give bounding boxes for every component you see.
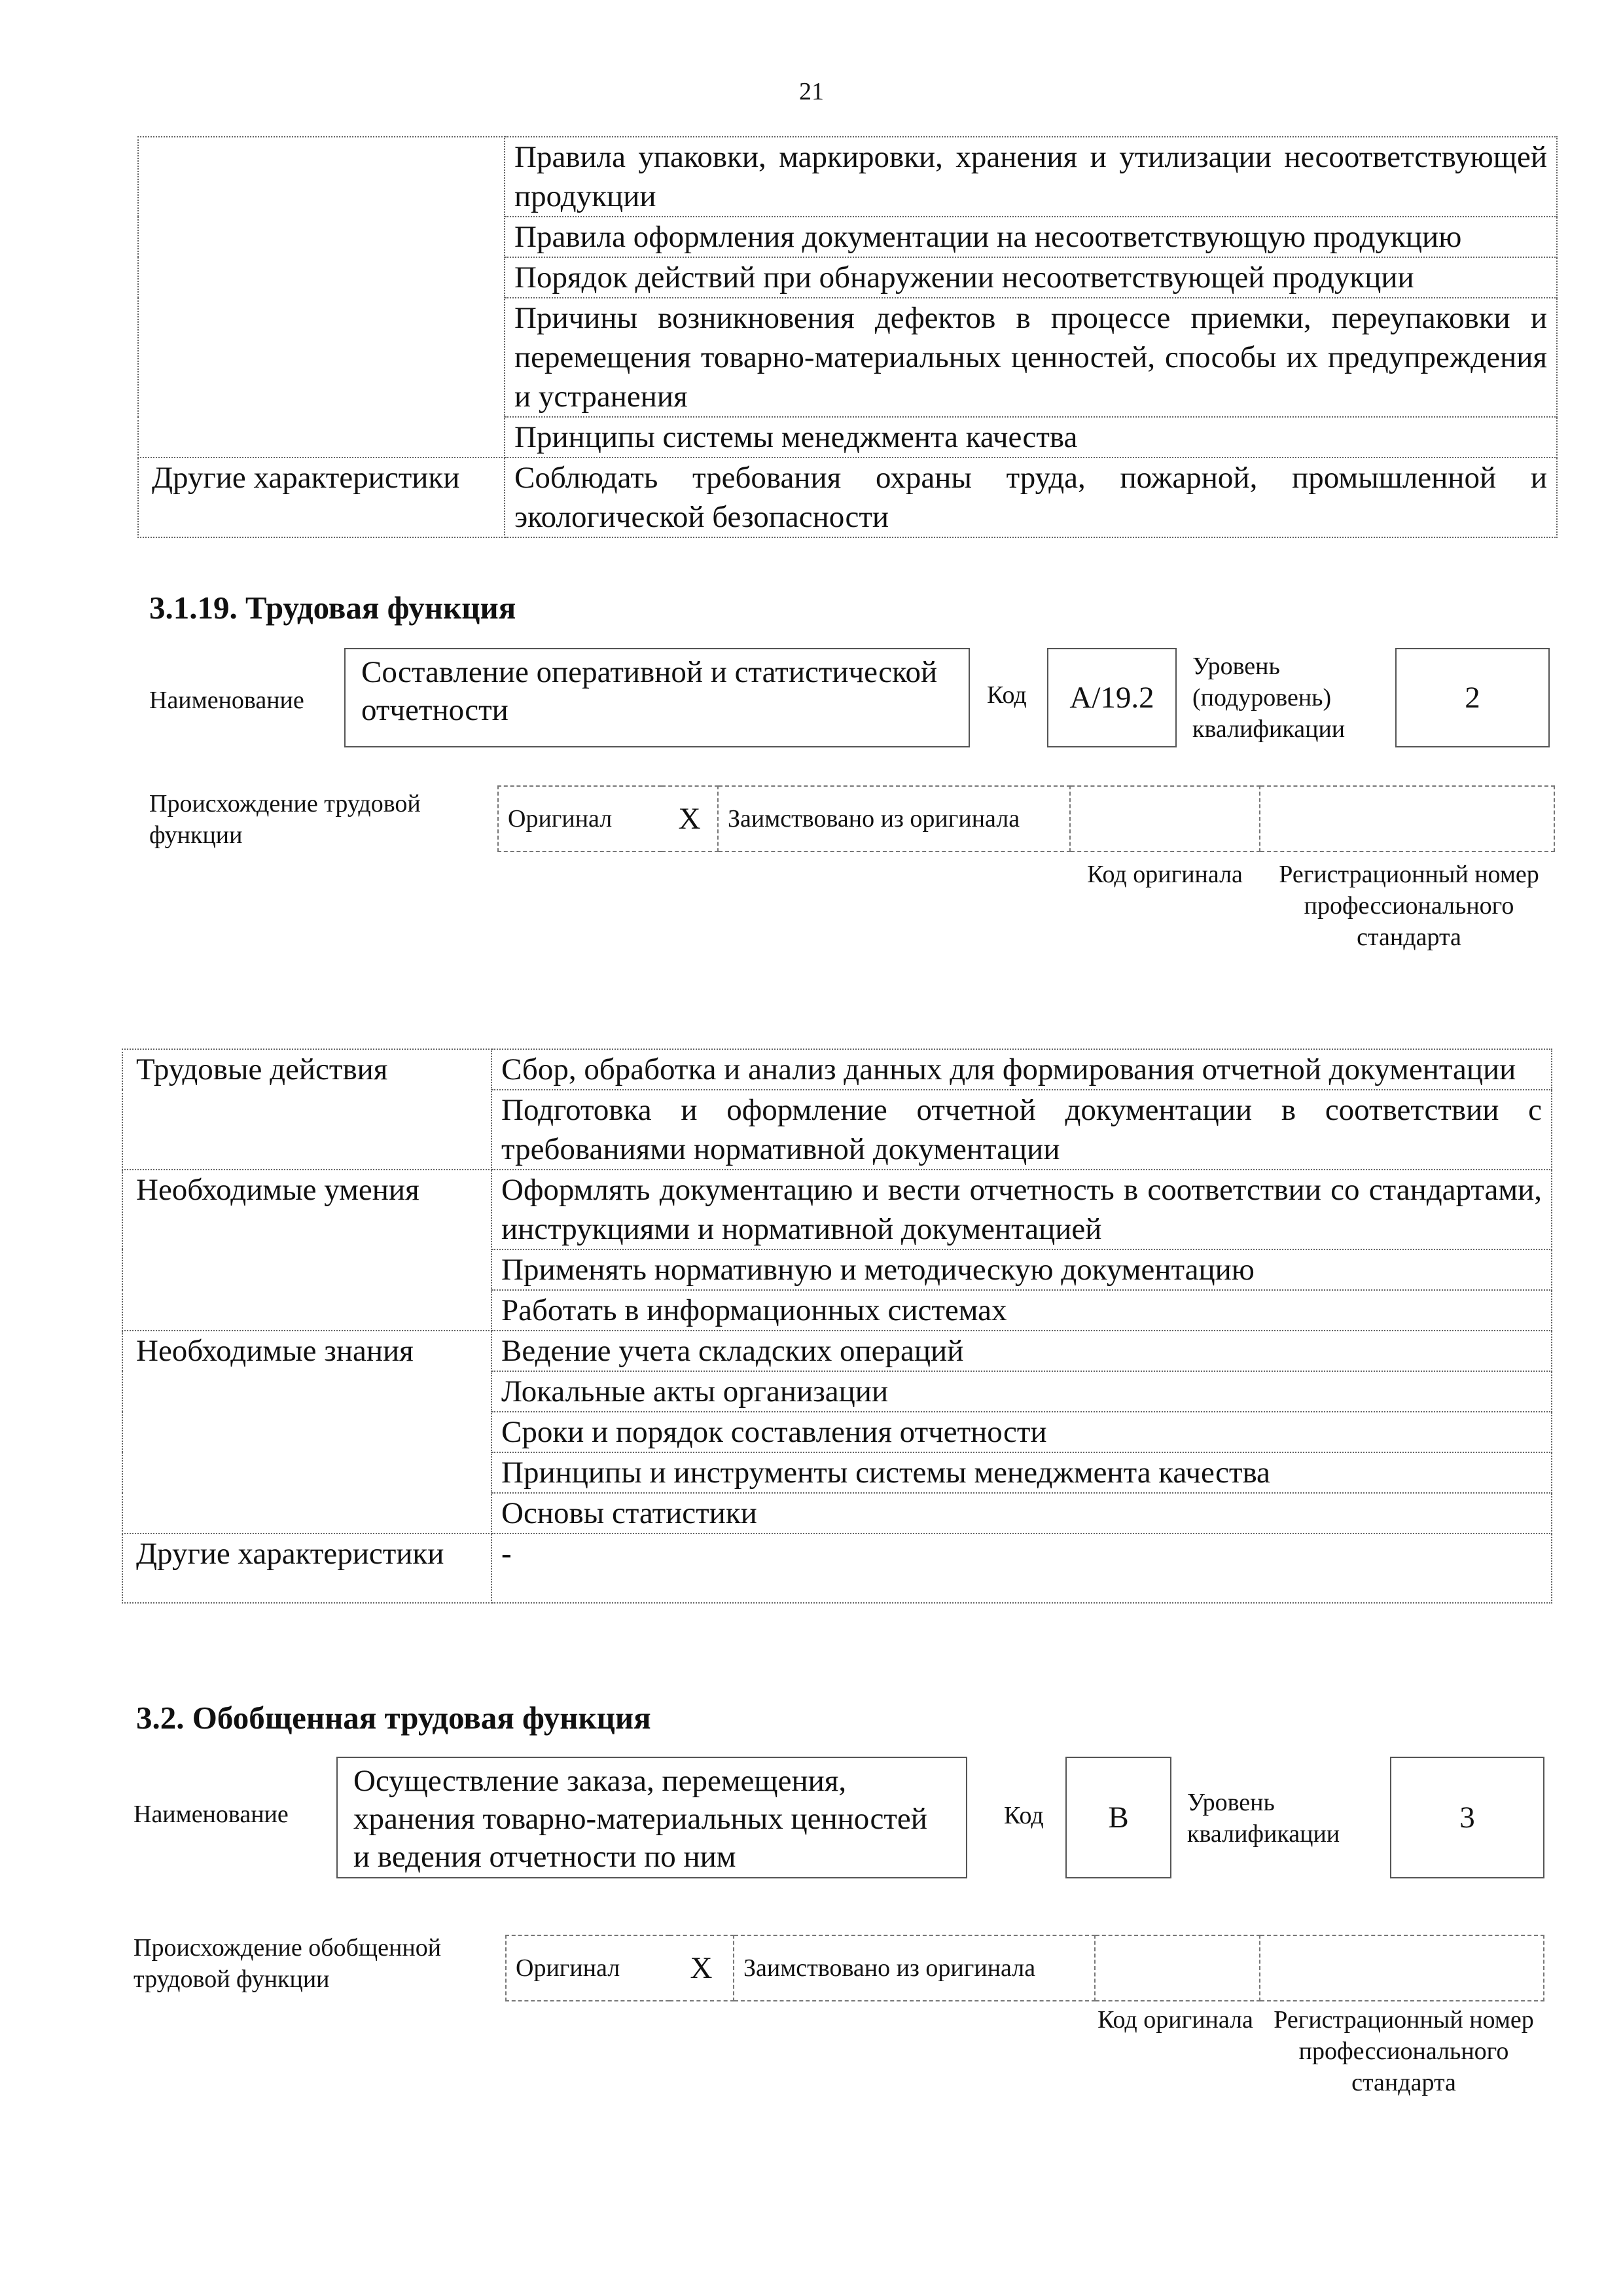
table-row-label: Другие характеристики — [138, 457, 505, 537]
caption-original-code: Код оригинала — [1087, 861, 1243, 888]
name-label: Наименование — [149, 687, 304, 714]
table-row-label: Необходимые умения — [122, 1170, 491, 1331]
level-value-box: 3 — [1390, 1757, 1544, 1878]
generalized-function-name-box: Осуществление заказа, перемещения, хранения товарно-материальных ценностей и ведения отчетности по ним — [336, 1757, 967, 1878]
name-label: Наименование — [134, 1801, 289, 1828]
section-heading-3-2: 3.2. Обобщенная трудовая функция — [136, 1700, 651, 1736]
table-cell: Порядок действий при обнаружении несоответствующей продукции — [505, 257, 1557, 298]
level-label: Уровень квалификации — [1187, 1789, 1340, 1848]
origin-mark-cell: X — [669, 1935, 734, 2001]
table-cell: Принципы и инструменты системы менеджмента качества — [491, 1452, 1552, 1493]
section-heading-3-1-19: 3.1.19. Трудовая функция — [149, 590, 516, 626]
table-cell: Подготовка и оформление отчетной документации в соответствии с требованиями нормативной документации — [491, 1090, 1552, 1170]
original-code-cell — [1070, 786, 1260, 852]
table-cell: Оформлять документацию и вести отчетность в соответствии со стандартами, инструкциями и нормативной документацией — [491, 1170, 1552, 1249]
registration-number-cell — [1260, 786, 1554, 852]
table-cell: - — [491, 1534, 1552, 1603]
table-cell: Сроки и порядок составления отчетности — [491, 1412, 1552, 1452]
origin-borrowed-cell: Заимствовано из оригинала — [718, 786, 1070, 852]
origin-mark-cell: X — [662, 786, 718, 852]
original-code-cell — [1095, 1935, 1260, 2001]
origin-table — [505, 1935, 1544, 2001]
level-label: Уровень (подуровень) квалификации — [1192, 653, 1346, 743]
labor-function-table — [122, 1049, 1552, 1604]
table-cell: Правила оформления документации на несоответствующую продукцию — [505, 217, 1557, 257]
table-row-label — [138, 137, 505, 457]
table-row-label: Другие характеристики — [122, 1534, 491, 1603]
origin-label: Происхождение трудовой функции — [149, 790, 421, 849]
caption-original-code: Код оригинала — [1097, 2006, 1253, 2034]
table-cell: Ведение учета складских операций — [491, 1331, 1552, 1371]
code-label: Код — [987, 681, 1027, 709]
table-cell: Соблюдать требования охраны труда, пожарной, промышленной и экологической безопасности — [505, 457, 1557, 537]
table-cell: Применять нормативную и методическую документацию — [491, 1249, 1552, 1290]
table-cell: Основы статистики — [491, 1493, 1552, 1534]
code-label: Код — [1004, 1802, 1044, 1829]
origin-original-cell: Оригинал — [498, 786, 662, 852]
table-row-label: Трудовые действия — [122, 1049, 491, 1170]
origin-table — [497, 785, 1555, 852]
page-number: 21 — [799, 78, 824, 105]
table-cell: Сбор, обработка и анализ данных для формирования отчетной документации — [491, 1049, 1552, 1090]
top-requirements-table — [137, 136, 1558, 538]
origin-label: Происхождение обобщенной трудовой функции — [134, 1934, 442, 1993]
registration-number-cell — [1260, 1935, 1544, 2001]
caption-registration-number: Регистрационный номер профессионального стандарта — [1279, 861, 1539, 951]
table-cell: Локальные акты организации — [491, 1371, 1552, 1412]
code-value-box: В — [1065, 1757, 1171, 1878]
table-cell: Принципы системы менеджмента качества — [505, 417, 1557, 457]
caption-registration-number: Регистрационный номер профессионального стандарта — [1274, 2006, 1534, 2096]
level-value-box: 2 — [1395, 648, 1550, 747]
table-cell: Причины возникновения дефектов в процессе приемки, переупаковки и перемещения товарно-материальных ценностей, способы их предупреждения и устранения — [505, 298, 1557, 417]
table-cell: Правила упаковки, маркировки, хранения и утилизации несоответствующей продукции — [505, 137, 1557, 217]
table-cell: Работать в информационных системах — [491, 1290, 1552, 1331]
origin-borrowed-cell: Заимствовано из оригинала — [734, 1935, 1095, 2001]
code-value-box: А/19.2 — [1047, 648, 1177, 747]
table-row-label: Необходимые знания — [122, 1331, 491, 1534]
function-name-box: Составление оперативной и статистической отчетности — [344, 648, 970, 747]
origin-original-cell: Оригинал — [506, 1935, 669, 2001]
